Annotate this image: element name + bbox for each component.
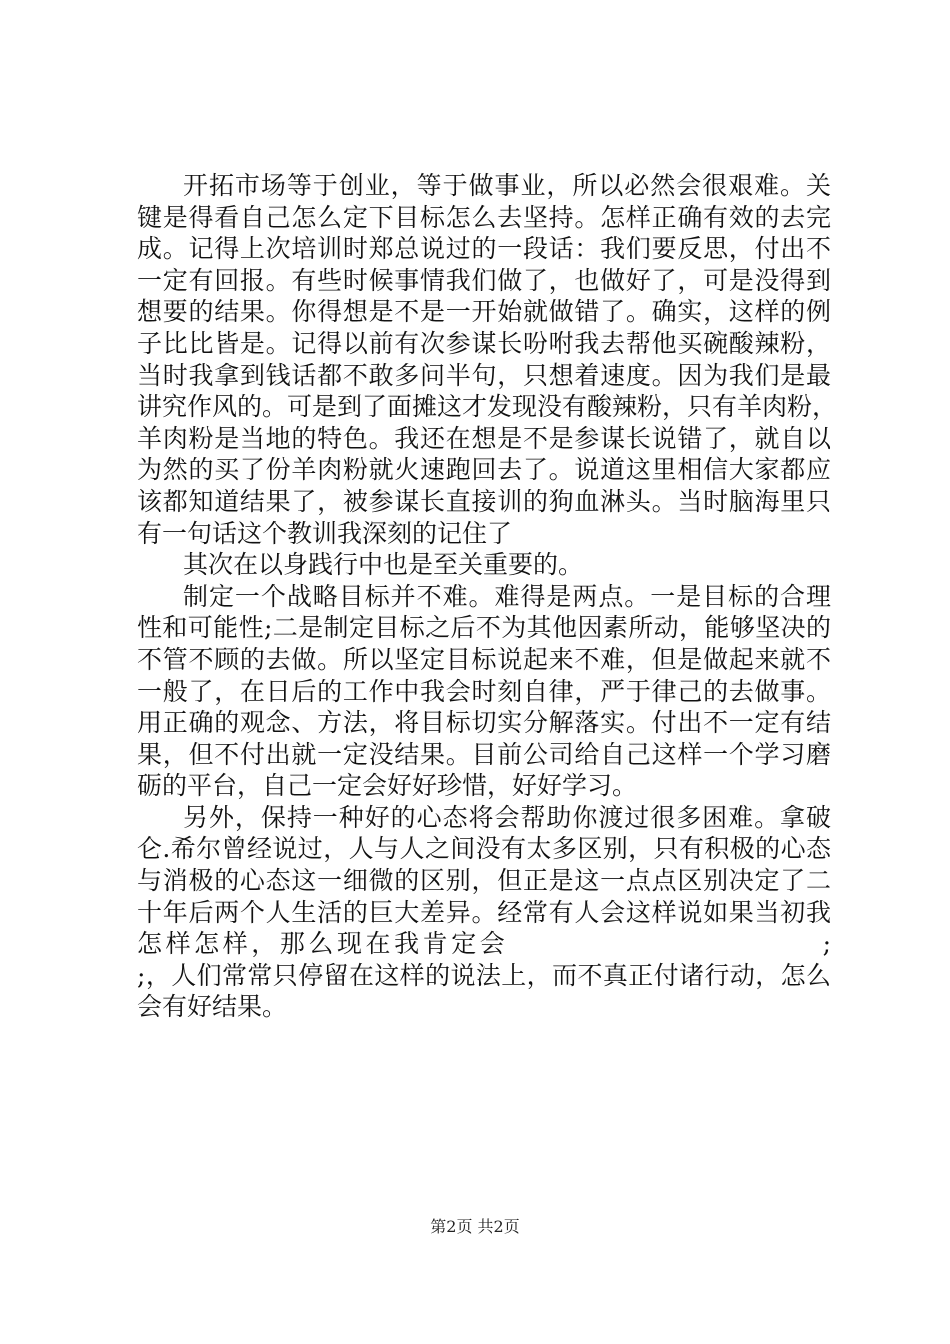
text-line: 其次在以身践行中也是至关重要的。 <box>183 550 584 580</box>
text-line: 怎样怎样，那么现在我肯定会 ; <box>137 929 831 959</box>
text-line: ;，人们常常只停留在这样的说法上，而不真正付诸行动，怎么 <box>137 960 831 990</box>
text-line: 当时我拿到钱话都不敢多问半句，只想着速度。因为我们是最 <box>137 360 831 390</box>
text-line: 仑.希尔曾经说过，人与人之间没有太多区别，只有积极的心态 <box>137 834 831 864</box>
text-line: 一般了，在日后的工作中我会时刻自律，严于律己的去做事。 <box>137 676 831 706</box>
page-number-footer: 第2页 共2页 <box>430 1217 520 1236</box>
text-line: 与消极的心态这一细微的区别，但正是这一点点区别决定了二 <box>137 866 831 896</box>
text-line: 子比比皆是。记得以前有次参谋长吩咐我去帮他买碗酸辣粉， <box>137 328 831 358</box>
paragraph-1 <box>137 170 838 549</box>
text-line: 该都知道结果了，被参谋长直接训的狗血淋头。当时脑海里只 <box>137 486 831 516</box>
paragraph-4 <box>137 802 831 1023</box>
text-line: 果，但不付出就一定没结果。目前公司给自己这样一个学习磨 <box>137 739 831 769</box>
text-line: 有一句话这个教训我深刻的记住了 <box>137 518 513 548</box>
text-line: 想要的结果。你得想是不是一开始就做错了。确实，这样的例 <box>137 297 831 327</box>
text-line: 砺的平台，自己一定会好好珍惜，好好学习。 <box>137 771 638 801</box>
text-line: 键是得看自己怎么定下目标怎么去坚持。怎样正确有效的去完 <box>137 202 831 232</box>
text-line: 羊肉粉是当地的特色。我还在想是不是参谋长说错了，就自以 <box>137 423 831 453</box>
text-line: 性和可能性;二是制定目标之后不为其他因素所动，能够坚决的 <box>137 613 831 643</box>
text-line: 另外，保持一种好的心态将会帮助你渡过很多困难。拿破 <box>183 802 831 832</box>
text-line: 不管不顾的去做。所以坚定目标说起来不难，但是做起来就不 <box>137 644 831 674</box>
document-body <box>137 170 838 1023</box>
text-line: 制定一个战略目标并不难。难得是两点。一是目标的合理 <box>183 581 831 611</box>
text-line: 为然的买了份羊肉粉就火速跑回去了。说道这里相信大家都应 <box>137 455 831 485</box>
text-line: 成。记得上次培训时郑总说过的一段话：我们要反思，付出不 <box>137 234 831 264</box>
paragraph-2 <box>137 549 831 581</box>
text-line: 讲究作风的。可是到了面摊这才发现没有酸辣粉，只有羊肉粉， <box>137 392 838 422</box>
text-line: 十年后两个人生活的巨大差异。经常有人会这样说如果当初我 <box>137 897 831 927</box>
paragraph-3 <box>137 581 831 802</box>
text-line: 用正确的观念、方法，将目标切实分解落实。付出不一定有结 <box>137 708 831 738</box>
text-line: 会有好结果。 <box>137 992 288 1022</box>
text-line: 开拓市场等于创业，等于做事业，所以必然会很艰难。关 <box>183 171 831 200</box>
text-line: 一定有回报。有些时候事情我们做了，也做好了，可是没得到 <box>137 265 831 295</box>
